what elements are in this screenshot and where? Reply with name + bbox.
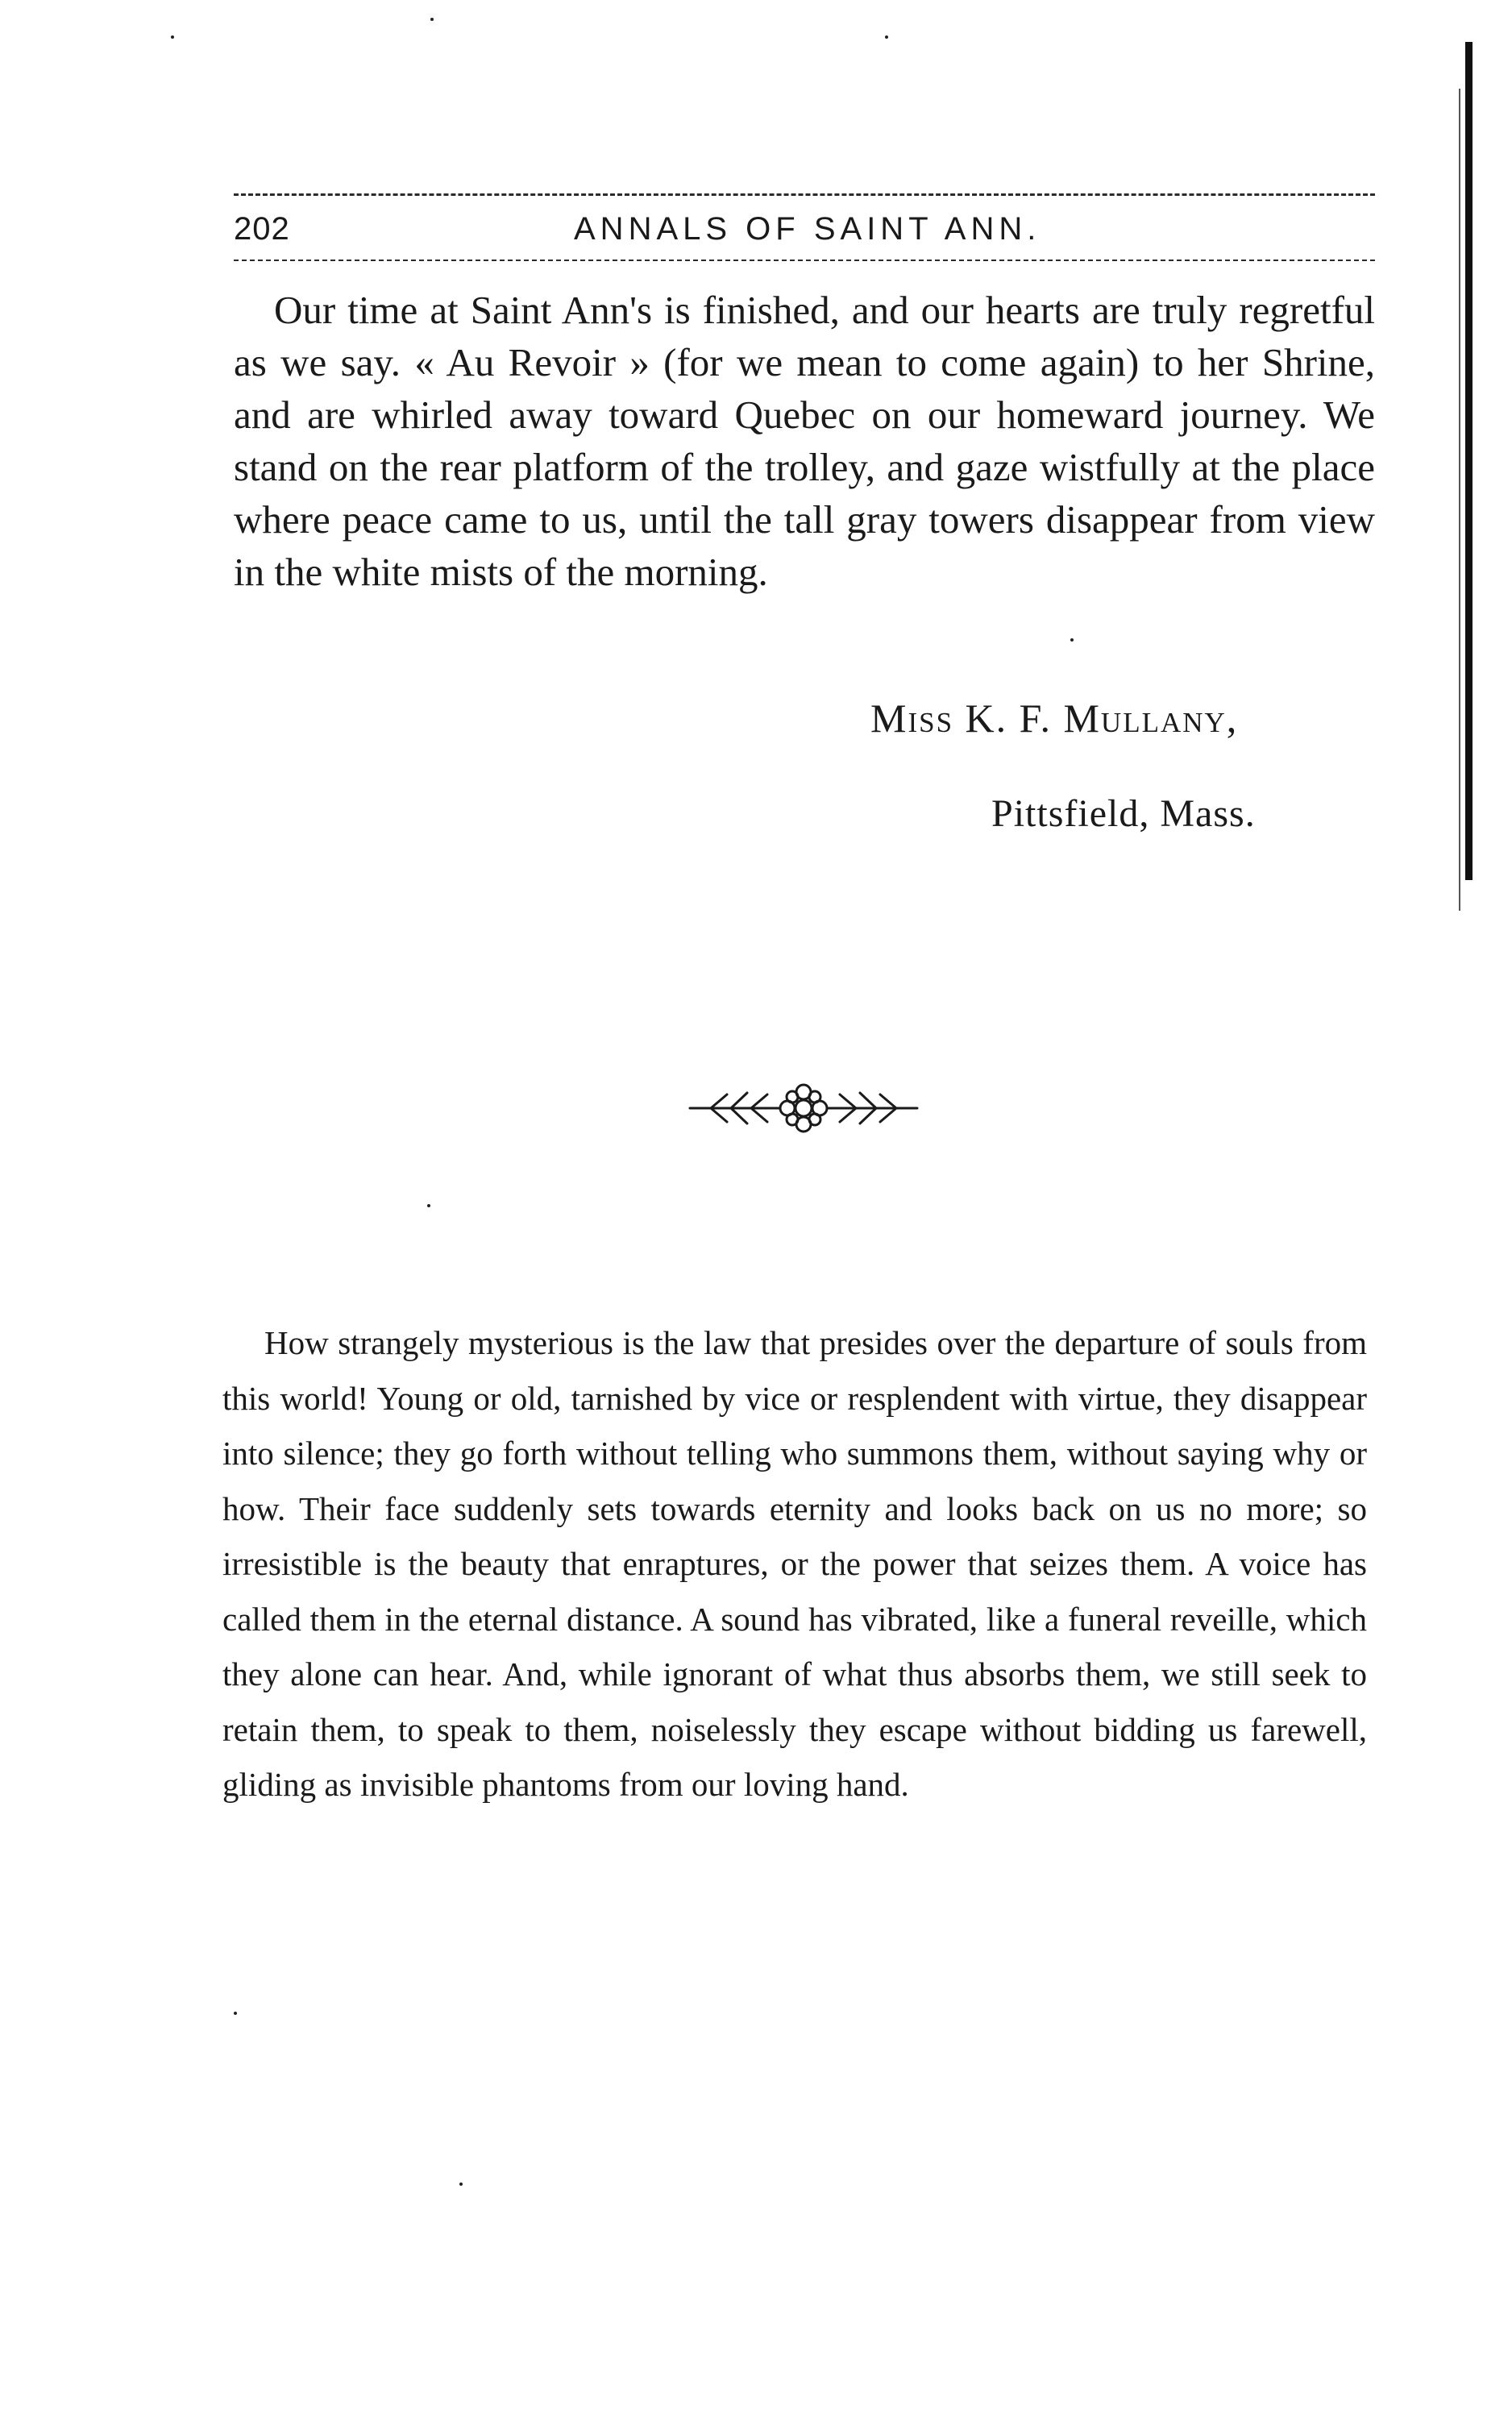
scan-speck [1070, 638, 1074, 642]
header-rule-top [234, 193, 1375, 196]
article-1-paragraph: Our time at Saint Ann's is finished, and our hearts are truly regretful as we say. « Au Revoir » (for we mean to come again) to her Shrine, and are whirled away toward Quebec on our homeward journey. We stand on the rear platform of the trolley, and gaze wistfully at the place where peace came to us, until the tall gray towers disappear from view in the white mists of the morning. [234, 288, 1375, 594]
page-number: 202 [234, 211, 290, 247]
article-2-paragraph: How strangely mysterious is the law that presides over the departure of souls from this world! Young or old, tarnished by vice or resplendent with virtue, they disappear into silence; they go forth without telling who summons them, without saying why or how. Their face suddenly sets towards eternity and looks back on us no more; so irresistible is the beauty that enraptures, or the power that seizes them. A voice has called them in the eternal distance. A sound has vibrated, like a funeral reveille, which they alone can hear. And, while ignorant of what thus absorbs them, we still seek to retain them, to speak to them, noiselessly they escape without bidding us farewell, gliding as invisible phantoms from our loving hand. [222, 1324, 1367, 1803]
scan-speck [234, 2012, 237, 2015]
scan-speck [171, 35, 174, 39]
author-signature: Miss K. F. Mullany, [870, 696, 1239, 741]
scan-speck [459, 2182, 463, 2186]
running-title: ANNALS OF SAINT ANN. [574, 211, 1041, 247]
floral-divider-icon [687, 1080, 920, 1136]
header-rule-bottom [234, 260, 1375, 261]
author-location: Pittsfield, Mass. [991, 792, 1256, 835]
scan-edge-line [1459, 89, 1460, 911]
scan-speck [427, 1204, 430, 1207]
scan-speck [430, 18, 434, 21]
scan-edge-mark [1465, 42, 1473, 880]
scan-speck [885, 35, 888, 39]
